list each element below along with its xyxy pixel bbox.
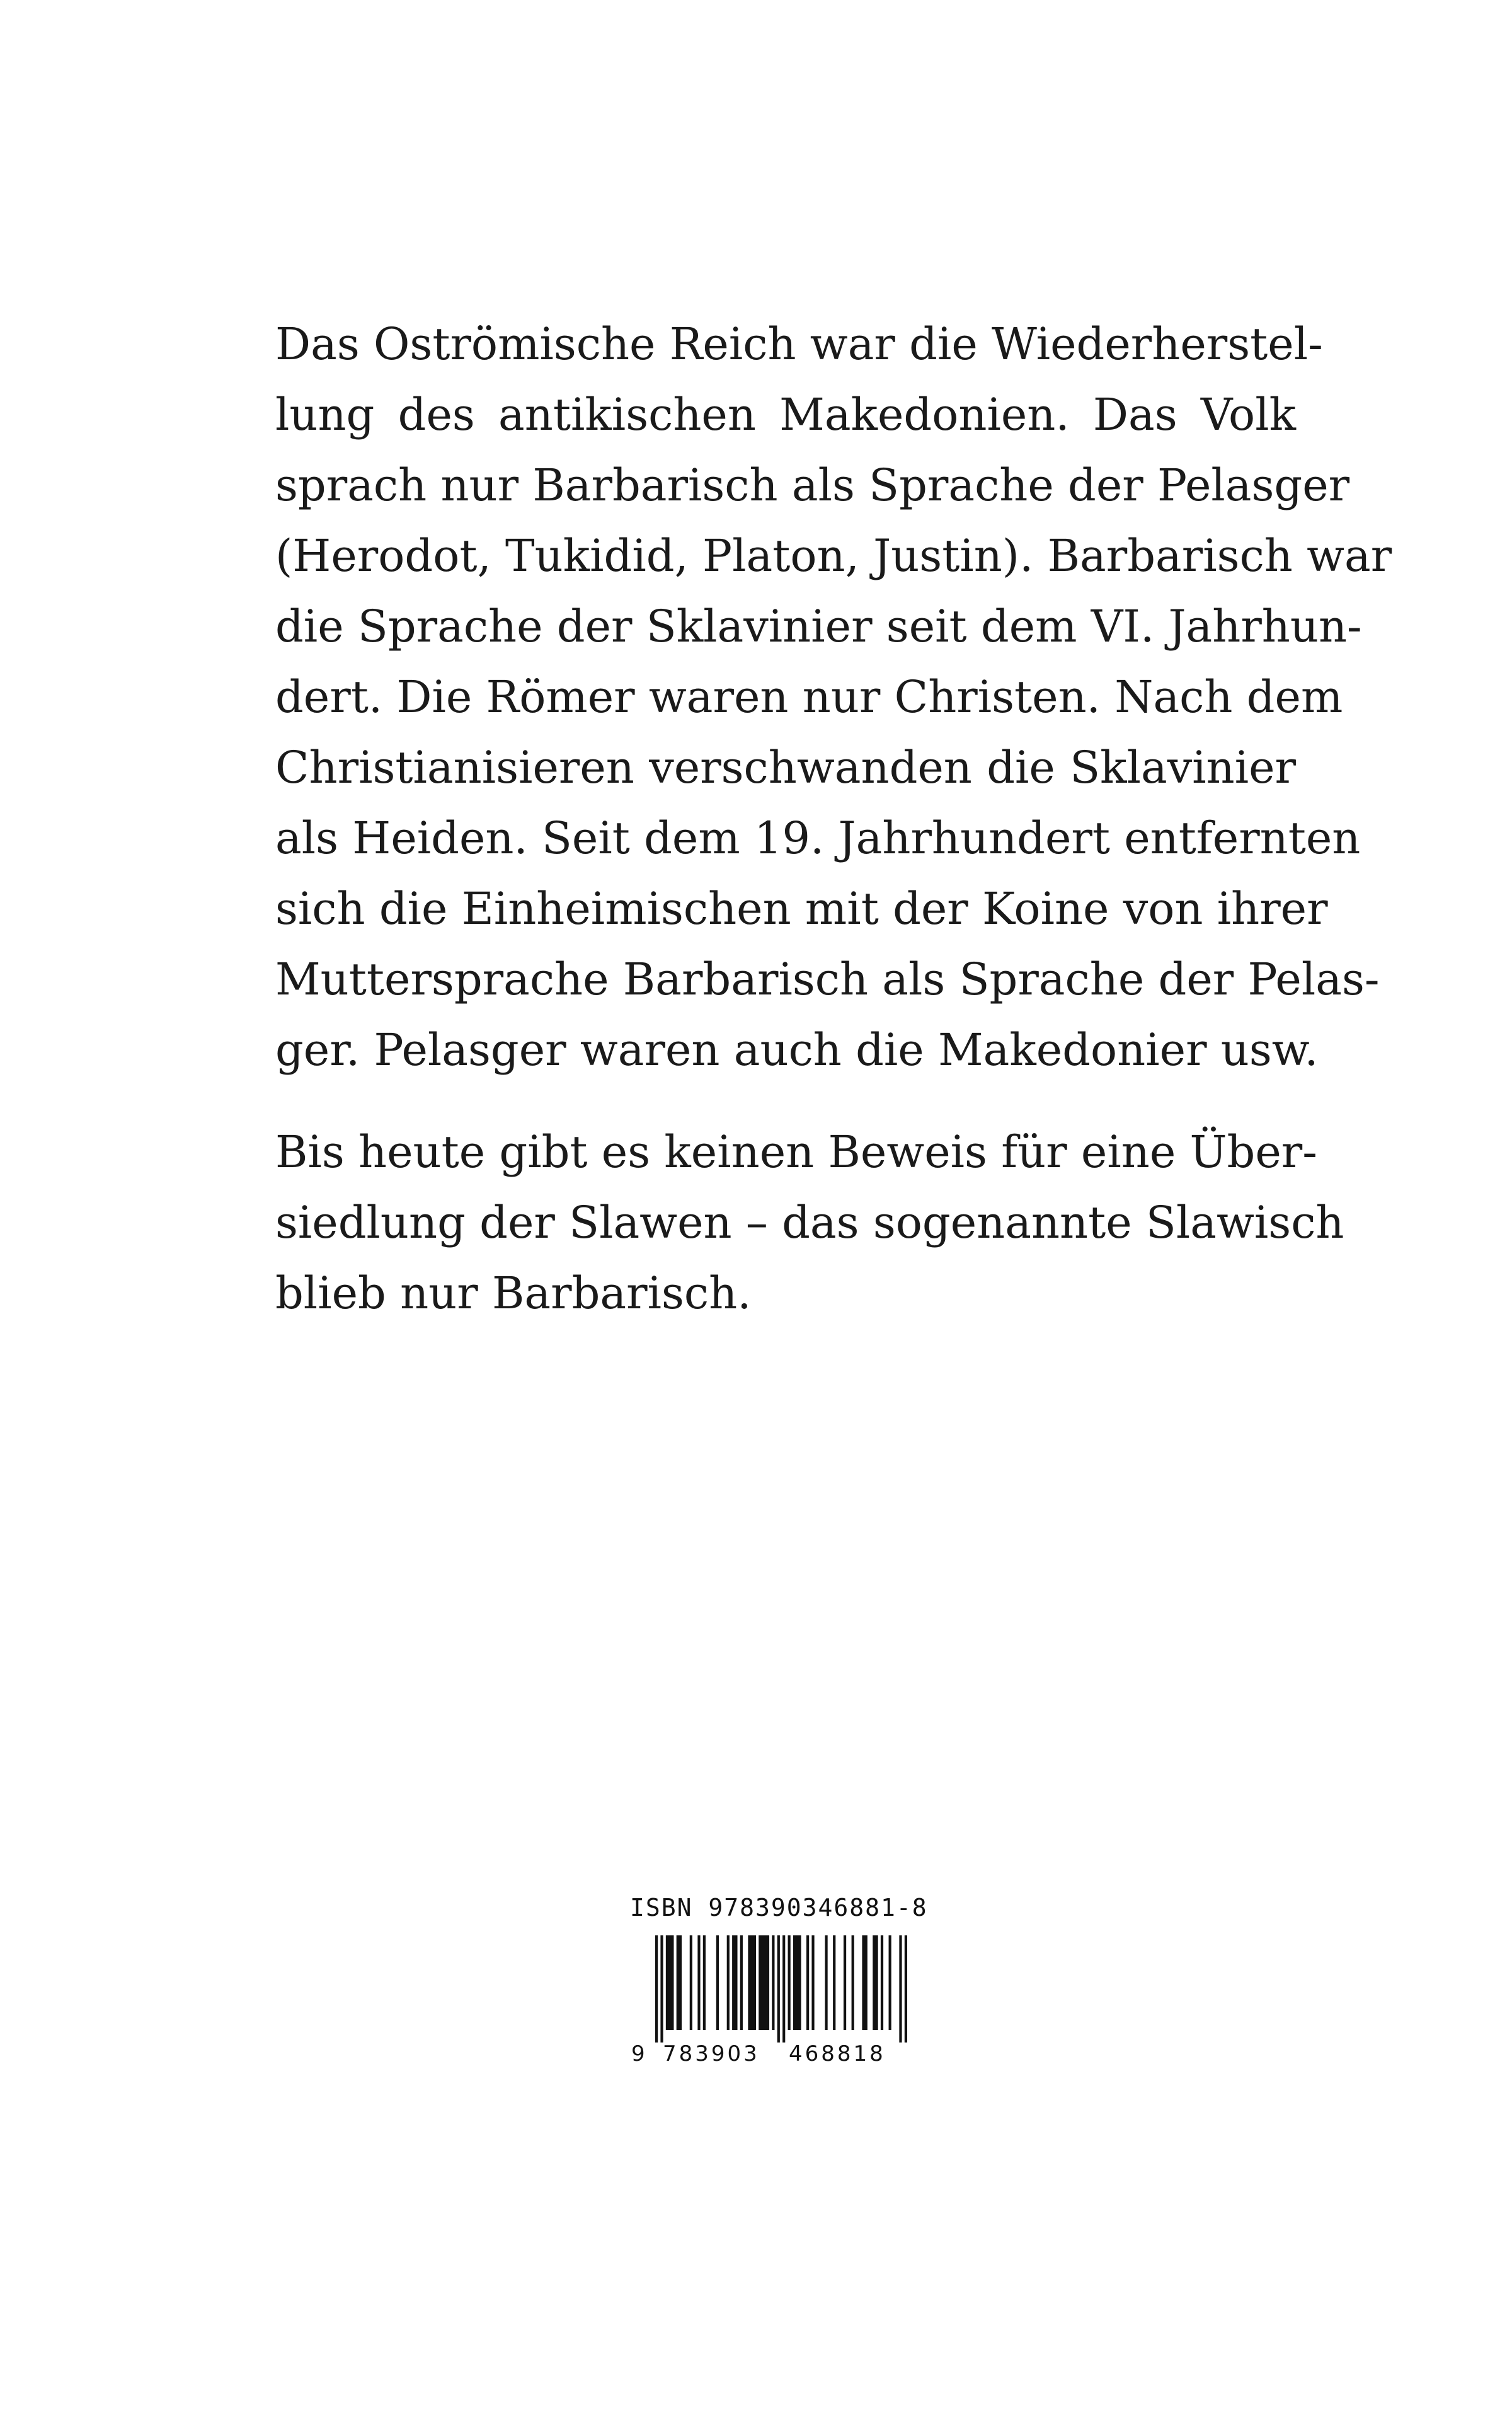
barcode-image bbox=[655, 1935, 907, 2043]
text-line: ger. Pelasger waren auch die Makedonier usw. bbox=[275, 1024, 1319, 1076]
barcode-bar bbox=[690, 1935, 692, 2030]
barcode-guard-bar bbox=[905, 1935, 907, 2043]
barcode-guard-bar bbox=[655, 1935, 658, 2043]
ean-left-group: 783903 bbox=[663, 2041, 760, 2066]
barcode-bar bbox=[881, 1935, 883, 2030]
ean-first-digit: 9 bbox=[631, 2041, 645, 2066]
blurb-paragraph-2 bbox=[275, 1117, 1344, 1328]
barcode-bar bbox=[873, 1935, 878, 2030]
blurb-text bbox=[275, 309, 1392, 1328]
barcode-bar bbox=[748, 1935, 756, 2030]
text-line: Muttersprache Barbarisch als Sprache der Pelas- bbox=[275, 954, 1380, 1005]
text-line: Bis heute gibt es keinen Beweis für eine Über- bbox=[275, 1126, 1317, 1178]
text-line: siedlung der Slawen – das sogenannte Slawisch bbox=[275, 1197, 1344, 1248]
ean-right-group: 468818 bbox=[789, 2041, 886, 2066]
text-line: lung des antikischen Makedonien. Das Volk bbox=[275, 389, 1296, 441]
barcode-bar bbox=[825, 1935, 827, 2030]
barcode-bar bbox=[844, 1935, 846, 2030]
barcode-bar bbox=[862, 1935, 867, 2030]
barcode-bar bbox=[811, 1935, 814, 2030]
barcode-bars bbox=[655, 1935, 907, 2043]
isbn-label: ISBN 978390346881-8 bbox=[630, 1894, 928, 1922]
text-line: als Heiden. Seit dem 19. Jahrhundert entfernten bbox=[275, 812, 1361, 864]
barcode-guard-bar bbox=[660, 1935, 663, 2043]
barcode-bar bbox=[759, 1935, 769, 2030]
barcode-bar bbox=[889, 1935, 891, 2030]
text-line: dert. Die Römer waren nur Christen. Nach dem bbox=[275, 671, 1343, 723]
ean-digits bbox=[624, 2040, 914, 2068]
barcode-bar bbox=[740, 1935, 743, 2030]
barcode-bar bbox=[852, 1935, 854, 2030]
text-line: sprach nur Barbarisch als Sprache der Pelasger bbox=[275, 459, 1350, 511]
barcode-bar bbox=[703, 1935, 706, 2030]
barcode-bar bbox=[697, 1935, 700, 2030]
barcode-bar bbox=[806, 1935, 809, 2030]
blurb-paragraph-1 bbox=[275, 309, 1392, 1085]
text-line: (Herodot, Tukidid, Platon, Justin). Barbarisch war bbox=[275, 530, 1392, 582]
text-line: sich die Einheimischen mit der Koine von ihrer bbox=[275, 883, 1328, 935]
barcode-guard-bar bbox=[899, 1935, 902, 2043]
barcode-bar bbox=[716, 1935, 719, 2030]
barcode-bar bbox=[788, 1935, 791, 2030]
barcode-bar bbox=[772, 1935, 774, 2030]
barcode-bar bbox=[666, 1935, 674, 2030]
barcode-bar bbox=[677, 1935, 682, 2030]
text-line: Christianisieren verschwanden die Sklavinier bbox=[275, 742, 1296, 793]
barcode-bar bbox=[833, 1935, 835, 2030]
barcode-bar bbox=[793, 1935, 801, 2030]
barcode-guard-bar bbox=[777, 1935, 780, 2043]
barcode-bar bbox=[732, 1935, 737, 2030]
text-line: blieb nur Barbarisch. bbox=[275, 1267, 752, 1319]
barcode-bar bbox=[727, 1935, 730, 2030]
text-line: die Sprache der Sklavinier seit dem VI. Jahrhun- bbox=[275, 601, 1362, 652]
text-line: Das Oströmische Reich war die Wiederherstel- bbox=[275, 318, 1323, 370]
isbn-barcode-block bbox=[624, 1894, 928, 2068]
barcode-guard-bar bbox=[782, 1935, 785, 2043]
